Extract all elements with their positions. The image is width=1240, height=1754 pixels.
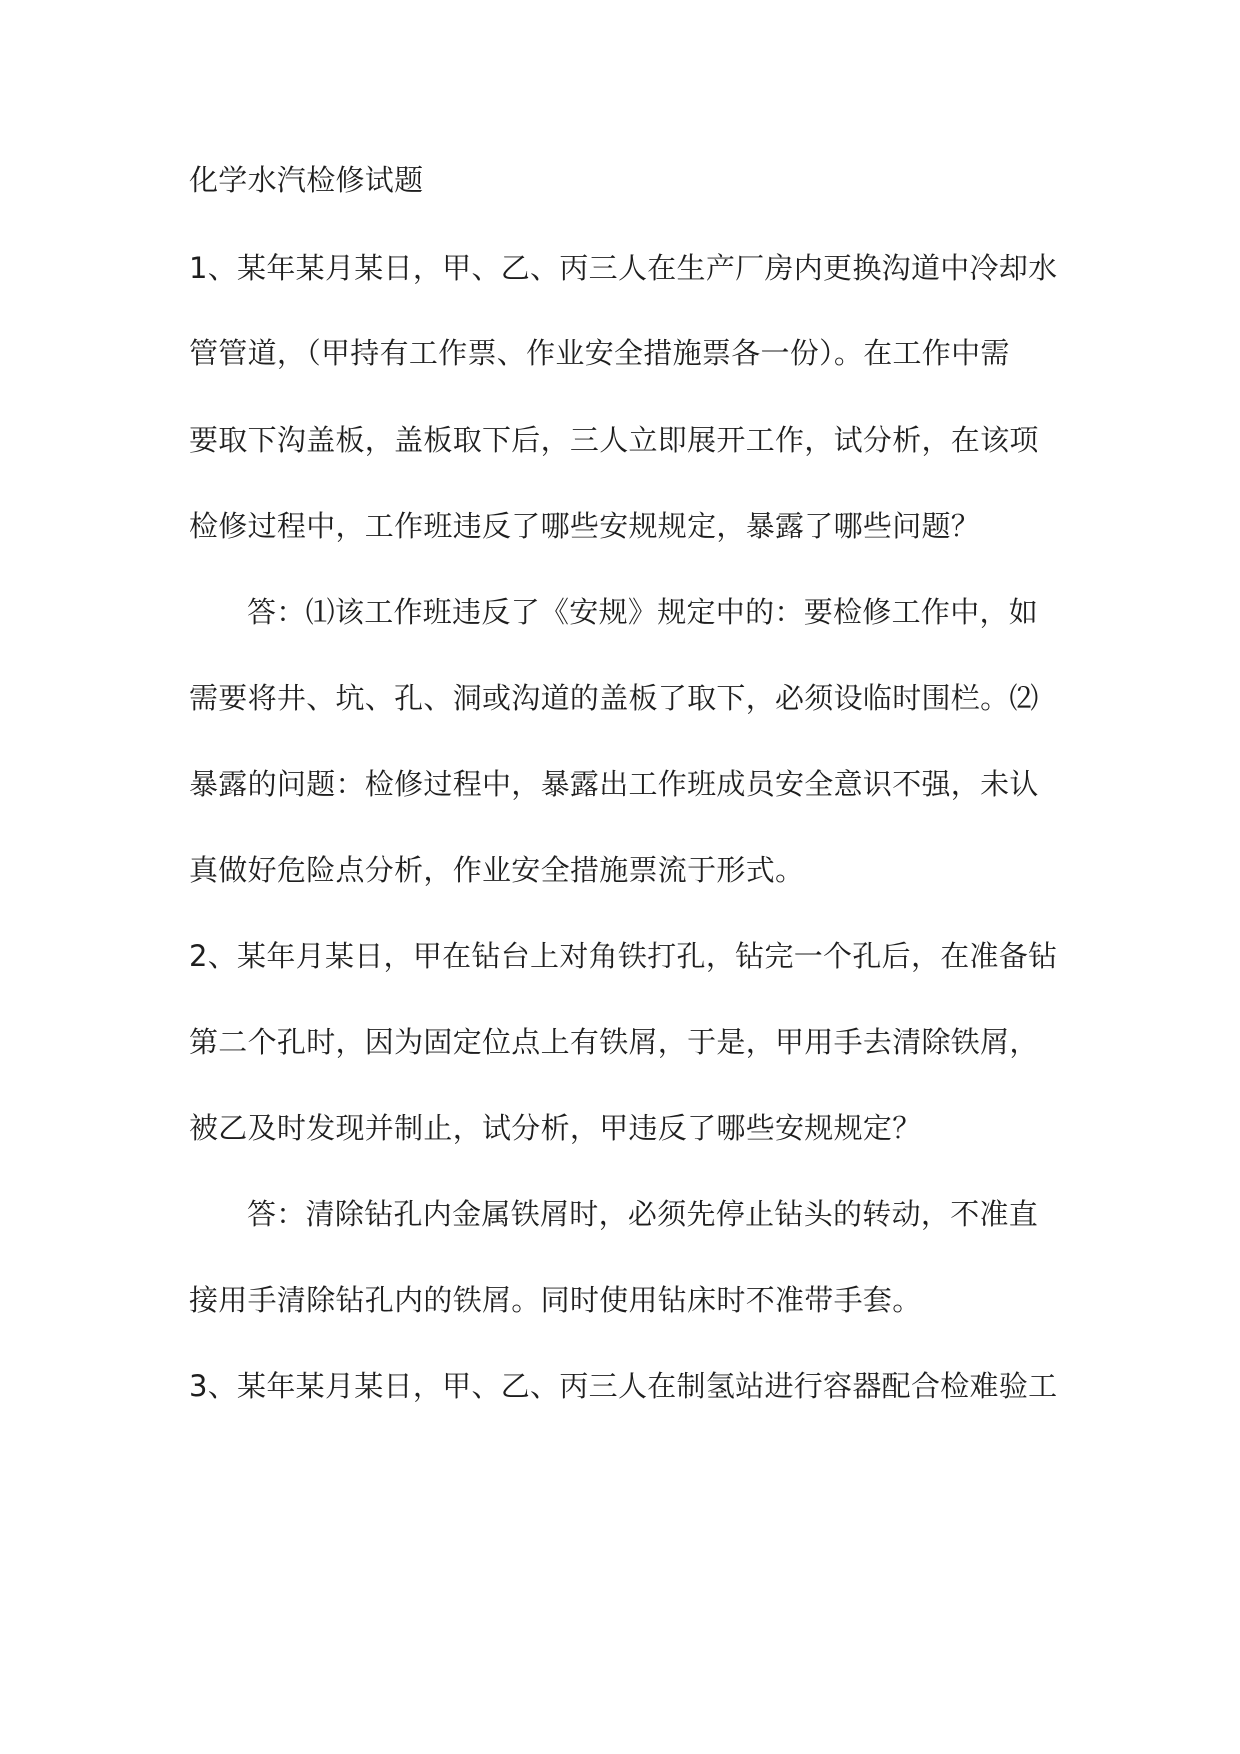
answer-1-line-4: 真做好危险点分析，作业安全措施票流于形式。 bbox=[189, 853, 805, 887]
question-3-line-1: 3、某年某月某日，甲、乙、丙三人在制氢站进行容器配合检难验工 bbox=[189, 1369, 1058, 1403]
question-2-line-2: 第二个孔时，因为固定位点上有铁屑，于是，甲用手去清除铁屑， bbox=[189, 1025, 1039, 1059]
question-1-line-2: 管管道，（甲持有工作票、作业安全措施票各一份）。在工作中需 bbox=[189, 336, 1010, 370]
question-2-line-1: 2、某年月某日，甲在钻台上对角铁打孔，钻完一个孔后，在准备钻 bbox=[189, 939, 1058, 973]
answer-1-line-1: 答：⑴该工作班违反了《安规》规定中的：要检修工作中，如 bbox=[247, 595, 1039, 629]
question-1-line-3: 要取下沟盖板，盖板取下后，三人立即展开工作，试分析，在该项 bbox=[189, 423, 1039, 457]
answer-1-line-2: 需要将井、坑、孔、洞或沟道的盖板了取下，必须设临时围栏。⑵ bbox=[189, 681, 1039, 715]
answer-1-line-3: 暴露的问题：检修过程中，暴露出工作班成员安全意识不强，未认 bbox=[189, 767, 1039, 801]
question-2-line-3: 被乙及时发现并制止，试分析，甲违反了哪些安规规定？ bbox=[189, 1111, 922, 1145]
question-1-line-4: 检修过程中，工作班违反了哪些安规规定，暴露了哪些问题？ bbox=[189, 509, 981, 543]
answer-2-line-2: 接用手清除钻孔内的铁屑。同时使用钻床时不准带手套。 bbox=[189, 1283, 922, 1317]
question-1-line-1: 1、某年某月某日，甲、乙、丙三人在生产厂房内更换沟道中冷却水 bbox=[189, 251, 1058, 285]
answer-2-line-1: 答：清除钻孔内金属铁屑时，必须先停止钻头的转动，不准直 bbox=[247, 1197, 1039, 1231]
document-title: 化学水汽检修试题 bbox=[189, 163, 424, 197]
